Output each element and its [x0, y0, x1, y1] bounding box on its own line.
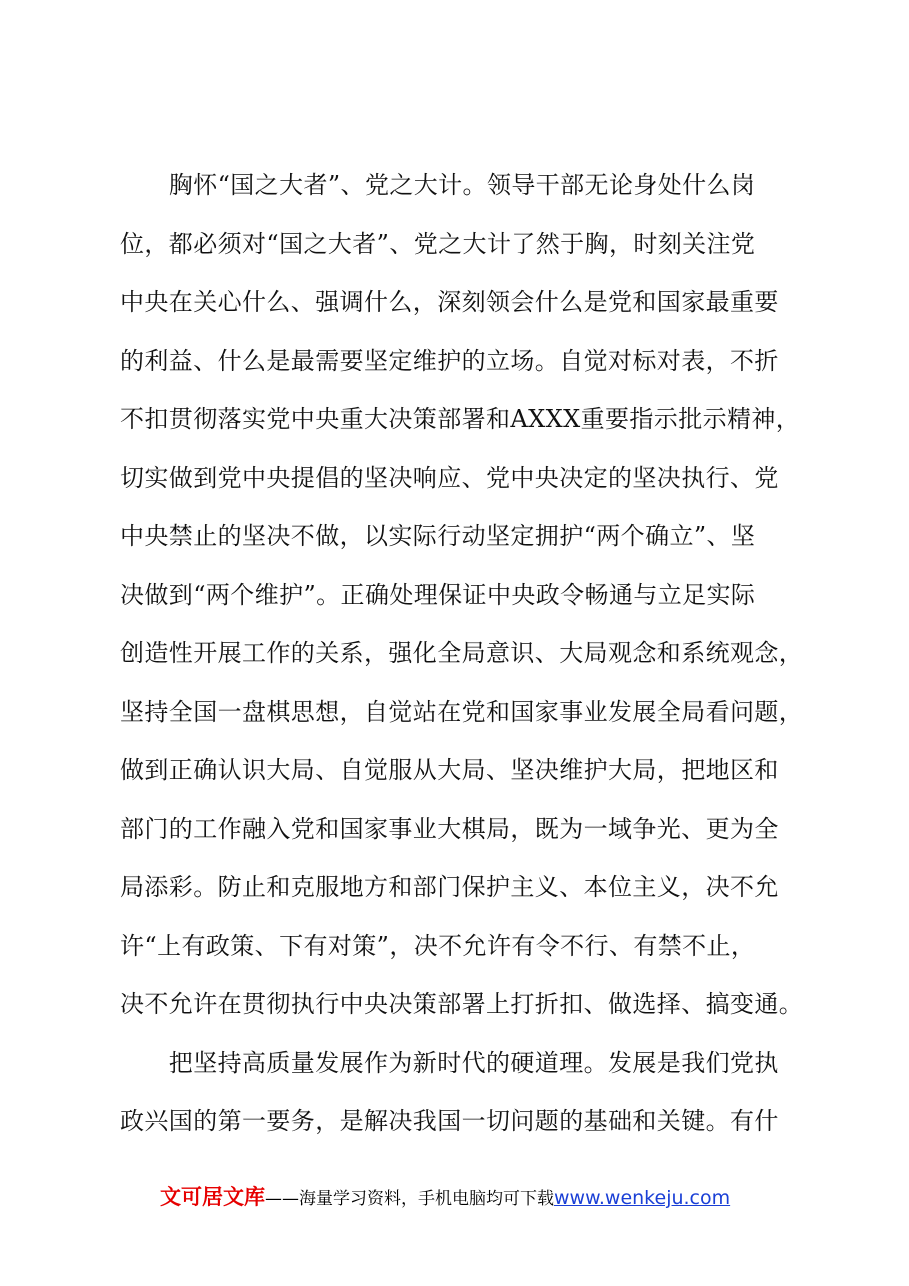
footer-brand: 文可居文库: [160, 1185, 265, 1209]
text-line-6: 切实做到党中央提倡的坚决响应、党中央决定的坚决执行、党: [120, 463, 779, 492]
text-line-3: 中央在关心什么、强调什么，深刻领会什么是党和国家最重要: [120, 288, 779, 316]
text-line-17: 政兴国的第一要务，是解决我国一切问题的基础和关键。有什: [120, 1107, 779, 1135]
body-text: [120, 156, 810, 1151]
footer-url-link[interactable]: www.wenkeju.com: [554, 1187, 731, 1209]
page-footer: [160, 1180, 800, 1214]
text-line-2: 位，都必须对“国之大者”、党之大计了然于胸，时刻关注党: [120, 229, 756, 258]
text-line-5: 不扣贯彻落实党中央重大决策部署和AXXX重要指示批示精神，: [120, 405, 801, 433]
text-line-16: 把坚持高质量发展作为新时代的硬道理。发展是我们党执: [120, 1048, 779, 1077]
text-line-11: 做到正确认识大局、自觉服从大局、坚决维护大局，把地区和: [120, 756, 779, 784]
text-line-4: 的利益、什么是最需要坚定维护的立场。自觉对标对表，不折: [120, 346, 779, 375]
footer-slogan: 海量学习资料，手机电脑均可下载: [299, 1189, 554, 1209]
text-line-8: 决做到“两个维护”。正确处理保证中央政令畅通与立足实际: [120, 580, 756, 609]
text-line-12: 部门的工作融入党和国家事业大棋局，既为一域争光、更为全: [120, 814, 779, 843]
text-line-10: 坚持全国一盘棋思想，自觉站在党和国家事业发展全局看问题，: [120, 697, 804, 726]
text-line-15: 决不允许在贯彻执行中央决策部署上打折扣、做选择、搞变通。: [120, 990, 804, 1018]
text-line-14: 许“上有政策、下有对策”，决不允许有令不行、有禁不止，: [120, 931, 756, 960]
text-line-1: 胸怀“国之大者”、党之大计。领导干部无论身处什么岗: [120, 171, 756, 199]
text-line-13: 局添彩。防止和克服地方和部门保护主义、本位主义，决不允: [120, 873, 779, 901]
text-line-9: 创造性开展工作的关系，强化全局意识、大局观念和系统观念，: [120, 639, 804, 667]
footer-dash: ——: [265, 1189, 299, 1209]
text-line-7: 中央禁止的坚决不做，以实际行动坚定拥护“两个确立”、坚: [120, 522, 756, 550]
